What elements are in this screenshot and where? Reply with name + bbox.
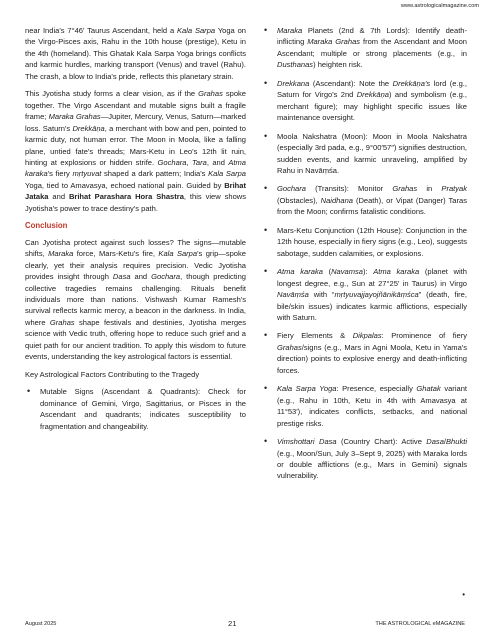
section-heading-conclusion: Conclusion	[25, 221, 68, 231]
paragraph: Can Jyotisha protect against such losses? The signs—mutable shifts, Maraka force, Mars-Ketu's fire, Kala Sarpa's grip—spoke clearly, yet their analysis requires precision. Vedic Jyotisha provides insight through Dasa and Gochara, though predicting collective tragedies remains challenging. Rituals benefit individuals more than nations. Vishwash Kumar Ramesh's survival reflects karmic mercy, a beacon in the darkness. In India, where Grahas shape festivals and destinies, Jyotisha merges science with Vedic truth, offering hope to reduce such grief and a quiet path for our ancient tradition. To apply this wisdom to future events, understanding the key astrological factors is essential.	[25, 237, 246, 362]
site-url[interactable]: www.astrologicalmagazine.com	[400, 3, 479, 9]
footer-date: August 2025	[25, 621, 57, 627]
left-column	[25, 25, 246, 439]
factor-list	[262, 25, 467, 482]
factor-list	[25, 386, 246, 432]
paragraph: This Jyotisha study forms a clear vision, as if the Grahas spoke together. The Virgo Ascendant and mutable signs built a fragile frame; Maraka Grahas—Jupiter, Mercury, Venus, Saturn—marked loss. Saturn's Drekkāṇa, a merchant with bow and pen, pointed to karmic duty, not human error. The Moon in Moola, like a falling plane, untied fate's threads; Mars-Ketu in Leo's 12th lit ruin, hinting at explosions or hidden strife. Gochara, Tara, and Atma karaka's fiery mṛtyuvat shaped a dark pattern; India's Kala Sarpa Yoga, tied to Amavasya, echoed national pain. Guided by Brihat Jataka and Brihat Parashara Hora Shastra, this view shows Jyotisha's power to trace destiny's path.	[25, 89, 247, 213]
footer-magazine-title: THE ASTROLOGICAL eMAGAZINE	[375, 621, 465, 627]
list-item: • Kala Sarpa Yoga: Presence, especially Ghatak variant (e.g., Rahu in 10th, Ketu in 4th with Amavasya at 11°53′), indicates conflicts, setbacks, and national prestige risks.	[262, 383, 467, 429]
list-item: • Mutable Signs (Ascendant & Quadrants): Check for dominance of Gemini, Virgo, Sagittarius, or Pisces in the Ascendant and quadrants; indicates susceptibility to fragmentation and changeability.	[25, 386, 246, 432]
paragraph: Key Astrological Factors Contributing to the Tragedy	[25, 369, 200, 379]
page-number: 21	[228, 619, 237, 628]
list-item: • Drekkana (Ascendant): Note the Drekkāṇa's lord (e.g., Saturn for Virgo's 2nd Drekkāṇa) and symbolism (e.g., merchant figure); may highlight specific issues like maintenance oversight.	[262, 78, 467, 124]
paragraph: near India's 7°46′ Taurus Ascendant, held a Kala Sarpa Yoga on the Virgo-Pisces axis, Rahu in the 10th house (prestige), Ketu in the 4th (homeland). This Ghatak Kala Sarpa Yoga brings conflicts and karmic hurdles, marking transport (Venus) and travel (Rahu). The crash, a blow to India's pride, reflects this planetary strain.	[25, 26, 247, 81]
page-footer	[0, 613, 487, 633]
list-item: • Maraka Planets (2nd & 7th Lords): Identify death-inflicting Maraka Grahas from the Ascendant and Moon Ascendant; multiple or strong placements (e.g., in Dusthanas) heighten risk.	[262, 25, 467, 71]
right-column	[262, 25, 467, 489]
list-item: • Atma karaka (Navamsa): Atma karaka (planet with longest degree, e.g., Sun at 27°25′ in Taurus) in Virgo Navāṃśa with “mṛtyuvajjayojñānikāṃśca” (death, fire, bile/skin issues) indicates karmic afflictions, especially with Saturn.	[262, 266, 467, 323]
bullet-icon: •	[462, 590, 465, 599]
list-item: • Moola Nakshatra (Moon): Moon in Moola Nakshatra (especially 3rd pada, e.g., 9°00′57″) signifies destruction, sudden events, and karmic unraveling, amplified by Rahu in Navāṃśa.	[262, 131, 467, 177]
list-item: • Fiery Elements & Dikpalas: Prominence of fiery Grahas/signs (e.g., Mars in Agni Moola, Ketu in Yama's direction) points to explosive energy and death-inflicting forces.	[262, 330, 467, 376]
list-item: • Mars-Ketu Conjunction (12th House): Conjunction in the 12th house, especially in fiery signs (e.g., Leo), suggests sabotage, sudden calamities, or explosions.	[262, 225, 467, 259]
list-item: • Vimshottari Dasa (Country Chart): Active Dasa/Bhukti (e.g., Moon/Sun, July 3–Sept 9, 2025) with Maraka lords or double afflictions (e.g., Mars in Gemini) signals vulnerability.	[262, 436, 467, 482]
list-item: • Gochara (Transits): Monitor Grahas in Pratyak (Obstacles), Naidhana (Death), or Vipat (Danger) Taras from the Moon; confirms fatalistic conditions.	[262, 183, 467, 217]
